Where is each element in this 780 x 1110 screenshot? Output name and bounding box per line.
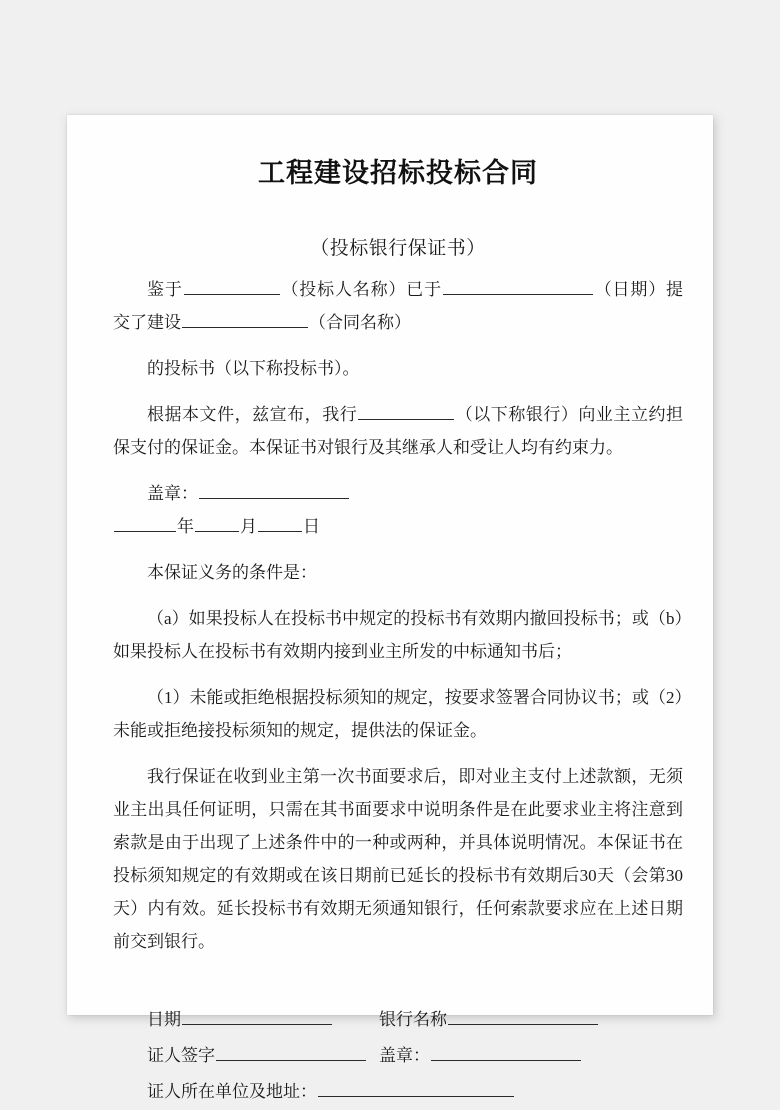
bank-name-field-blank[interactable] — [448, 1009, 598, 1025]
bidder-name-blank[interactable] — [184, 279, 280, 295]
whereas-text-b: （投标人名称）已于 — [280, 280, 442, 300]
whereas-text-c: （日期）提交了建设 — [113, 280, 684, 333]
paragraph-condition-12: （1）未能或拒绝根据投标须知的规定，按要求签署合同协议书；或（2）未能或拒绝接投标须知的规定，提供法的保证金。 — [113, 688, 683, 741]
bank-name-blank[interactable] — [358, 404, 454, 420]
declaration-text-a: 根据本文件，兹宣布，我行 — [147, 405, 358, 425]
year-blank[interactable] — [114, 516, 176, 532]
page-title: 工程建设招标投标合同 — [258, 158, 538, 188]
paragraph-condition-ab: （a）如果投标人在投标书中规定的投标书有效期内撤回投标书；或（b）如果投标人在投标书有效期内接到业主所发的中标通知书后； — [113, 609, 683, 662]
bank-name-field-group — [379, 1002, 683, 1038]
paragraph-conditions-intro: 本保证义务的条件是： — [147, 563, 317, 583]
signature-row-witness-address — [113, 1074, 683, 1110]
document-subtitle: （投标银行保证书） — [310, 238, 486, 260]
signature-row-witness-seal — [113, 1038, 683, 1074]
bank-seal-label: 盖章： — [379, 1046, 430, 1066]
paragraph-bid-document — [113, 339, 683, 385]
declaration-text-b: （以下称银行）向业主立约担保支付的保证金。本保证书对银行及其继承人和受让人均有约束力。 — [113, 405, 684, 458]
month-blank[interactable] — [195, 516, 239, 532]
whereas-text-d: （合同名称） — [309, 313, 411, 333]
submission-date-blank[interactable] — [443, 279, 593, 295]
seal-blank[interactable] — [199, 483, 349, 499]
witness-address-blank[interactable] — [318, 1081, 514, 1097]
document-page — [67, 115, 713, 1102]
witness-signature-label: 证人签字 — [147, 1046, 215, 1066]
date-field-label: 日期 — [147, 1010, 181, 1030]
paragraph-whereas — [113, 260, 683, 339]
seal-label: 盖章： — [147, 484, 198, 504]
bid-document-text: 的投标书（以下称投标书）。 — [147, 359, 360, 379]
month-label: 月 — [240, 517, 257, 537]
bank-name-field-label: 银行名称 — [379, 1010, 447, 1030]
year-label: 年 — [177, 517, 194, 537]
paragraph-guarantee-terms: 我行保证在收到业主第一次书面要求后，即对业主支付上述款额，无须业主出具任何证明，只需在其书面要求中说明条件是在此要求业主将注意到索款是由于出现了上述条件中的一种或两种，并具体说明情况。本保证书在投标须知规定的有效期或在该日期前已延长的投标书有效期后30天（会第30天）内有效。延长投标书有效期无须通知银行，任何索款要求应在上述日期前交到银行。 — [113, 767, 683, 952]
date-field-blank[interactable] — [182, 1009, 332, 1025]
witness-signature-blank[interactable] — [216, 1045, 366, 1061]
witness-signature-group — [147, 1038, 379, 1074]
signature-block — [113, 958, 683, 1110]
bank-seal-blank[interactable] — [431, 1045, 581, 1061]
date-field-group — [147, 1002, 379, 1038]
paragraph-declaration — [113, 385, 683, 464]
witness-address-label: 证人所在单位及地址： — [147, 1082, 317, 1102]
seal-line — [113, 464, 683, 510]
contract-name-blank[interactable] — [182, 312, 308, 328]
document-body — [113, 115, 684, 1102]
bank-seal-group — [379, 1038, 683, 1074]
signature-row-date-bank — [113, 1002, 683, 1038]
whereas-text-a: 鉴于 — [147, 280, 183, 300]
day-blank[interactable] — [258, 516, 302, 532]
date-line — [113, 510, 683, 543]
day-label: 日 — [303, 517, 320, 537]
